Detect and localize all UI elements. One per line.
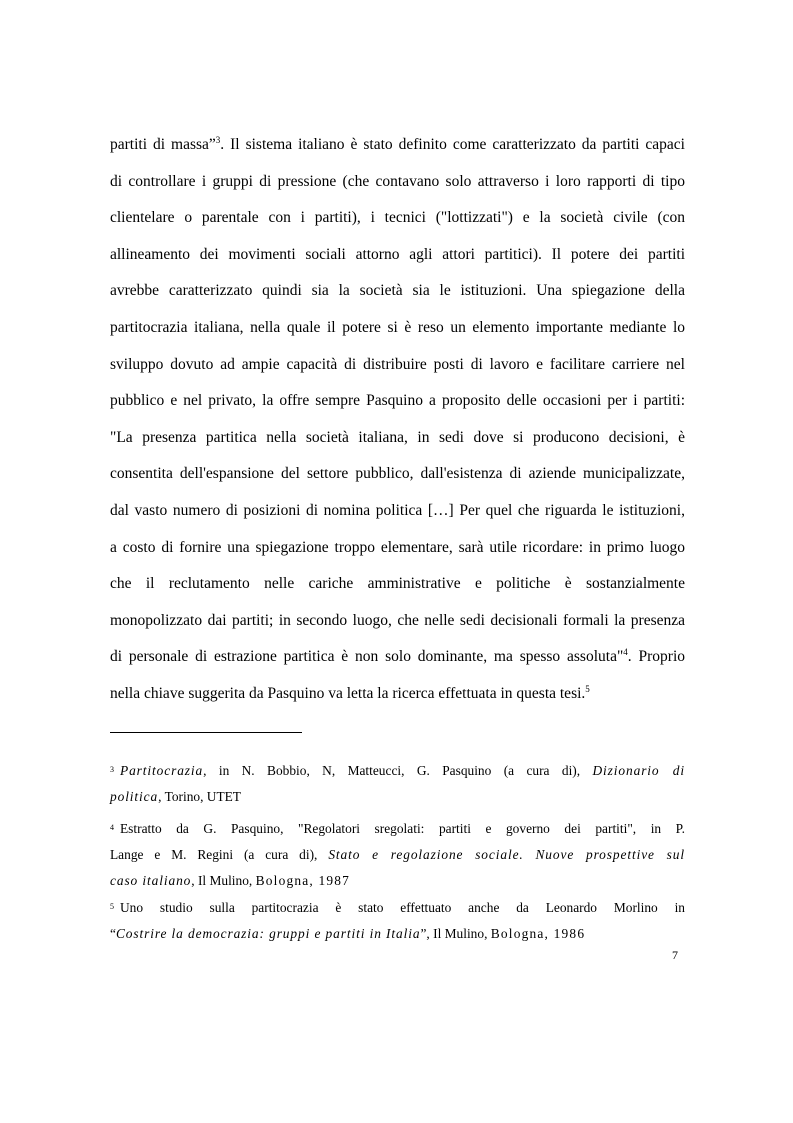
footnote-5-cont: “Costrire la democrazia: gruppi e partiti in Italia”, Il Mulino, Bologna, 1986 [110,926,586,942]
text-line: allineamento dei movimenti sociali attorno agli attori partitici). Il potere dei partiti [110,245,685,263]
footnote-ref-5: 5 [585,683,590,694]
body-paragraph [110,127,685,713]
page-number: 7 [672,948,678,962]
text-line: "La presenza partitica nella società italiana, in sedi dove si producono decisioni, è [110,428,685,446]
text-line: partitocrazia italiana, nella quale il potere si è reso un elemento importante mediante lo [110,318,685,336]
footnotes [110,758,685,947]
footnote-3-cont: politica, Torino, UTET [110,788,241,804]
text-line: monopolizzato dai partiti; in secondo luogo, che nelle sedi decisionali formali la presenza [110,611,685,629]
text-line: a costo di fornire una spiegazione troppo elementare, sarà utile ricordare: in primo luogo [110,538,685,556]
text-line: consentita dell'espansione del settore pubblico, dall'esistenza di aziende municipalizzate, [110,465,685,483]
footnote-4-cont: Lange e M. Regini (a cura di), Stato e regolazione sociale. Nuove prospettive sul [110,846,686,862]
footnote-ref-4: 4 [623,647,628,658]
text-line: dal vasto numero di posizioni di nomina politica […] Per quel che riguarda le istituzioni, [110,501,685,519]
text-line: clientelare o parentale con i partiti), i tecnici ("lottizzati") e la società civile (con [110,209,685,227]
text-line: che il reclutamento nelle cariche amministrative e politiche è sostanzialmente [110,575,685,593]
footnote-separator [110,732,302,733]
footnote-4: $^4$ Estratto da G. Pasquino, "Regolatori sregolati: partiti e governo dei partiti", in P. [110,820,685,836]
footnote-ref-3: 3 [215,134,221,145]
text-line: sviluppo dovuto ad ampie capacità di distribuire posti di lavoro e facilitare carriere nel [110,355,685,373]
text-line: nella chiave suggerita da Pasquino va letta la ricerca effettuata in questa tesi.$^5$ [110,683,590,702]
text-line: avrebbe caratterizzato quindi sia la società sia le istituzioni. Una spiegazione della [110,282,685,300]
text-line: pubblico e nel privato, la offre sempre Pasquino a proposito delle occasioni per i partiti: [110,392,685,410]
footnote-5: $^5$ Uno studio sulla partitocrazia è stato effettuato anche da Leonardo Morlino in [110,900,685,916]
text-line: di personale di estrazione partitica è non solo dominante, ma spesso assoluta"$^4$. Proprio [110,647,685,666]
text-line: di controllare i gruppi di pressione (che contavano solo attraverso i loro rapporti di tipo [110,172,685,190]
footnote-3: $^3$ Partitocrazia, in N. Bobbio, N, Matteucci, G. Pasquino (a cura di), Dizionario di [110,763,686,778]
text-line: partiti di massa”$^3$. Il sistema italiano è stato definito come caratterizzato da partiti capaci [110,134,685,153]
footnote-4-cont: caso italiano, Il Mulino, Bologna, 1987 [110,872,351,888]
